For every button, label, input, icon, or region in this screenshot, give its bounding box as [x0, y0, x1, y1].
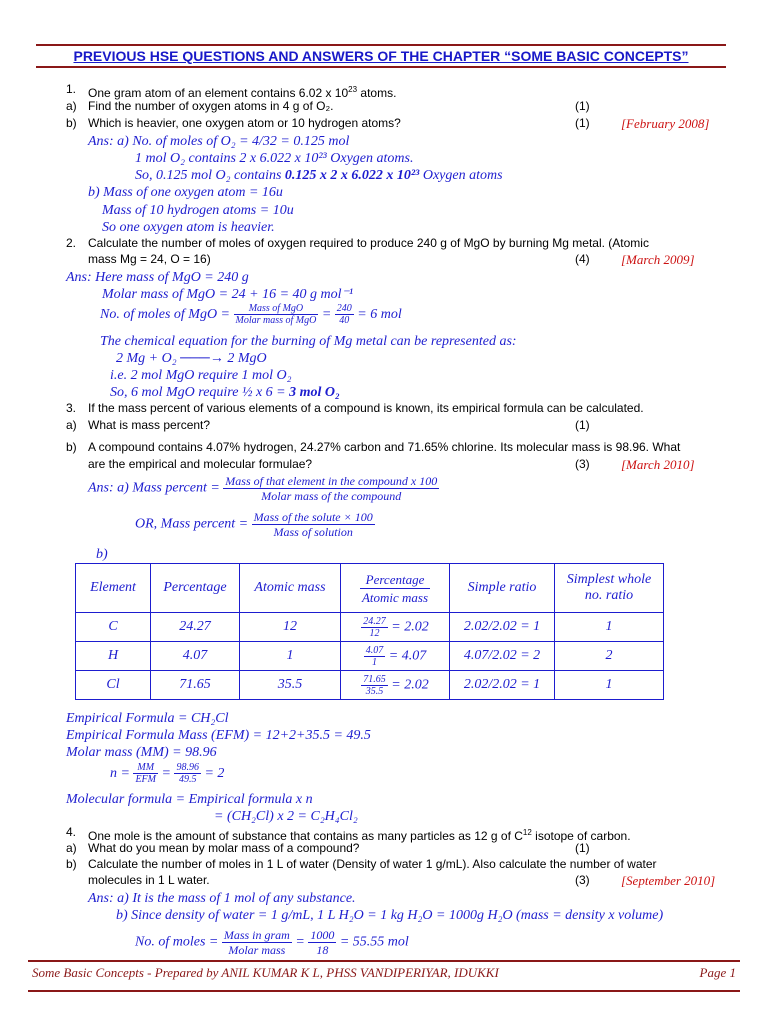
table-header-cell: $\frac{\text{Percentage}}{\text{Atomic mass}}$ [341, 564, 450, 613]
q2-exam-date: [March 2009] [621, 252, 695, 267]
q3-number: 3. [66, 401, 77, 415]
q1-exam-date: [February 2008] [621, 116, 710, 131]
q4-b-text: molecules in 1 L water. [88, 873, 210, 887]
table-cell: 4.07 [151, 642, 240, 671]
table-row [76, 642, 664, 671]
q1-answer-line: So one oxygen atom is heavier. [102, 220, 275, 235]
table-cell: Cl [76, 671, 151, 700]
table-cell: 1 [555, 613, 664, 642]
q4-a-text: What do you mean by molar mass of a compound? [88, 841, 360, 855]
q2-answer-line: Ans: Here mass of MgO = 240 g [66, 270, 249, 285]
table-cell: 24.27 [151, 613, 240, 642]
q1-number: 1. [66, 82, 77, 96]
table-cell: $\frac{4.07}{1}$ = 4.07 [341, 642, 450, 671]
q1-answer-line: b) Mass of one oxygen atom = 16u [88, 185, 283, 200]
q2-answer-line: The chemical equation for the burning of Mg metal can be represented as: [100, 334, 517, 349]
table-header-cell: Percentage [151, 564, 240, 613]
q3-molar-mass: Molar mass (MM) = 98.96 [66, 745, 217, 760]
q2-answer-line: Molar mass of MgO = 24 + 16 = 40 g mol⁻¹ [102, 287, 354, 302]
table-cell: C [76, 613, 151, 642]
page-number: Page 1 [699, 965, 736, 980]
q4-stem: One mole is the amount of substance that contains as many particles as 12 g of $C^{12}$ isotope of carbon. [88, 828, 631, 843]
q3-exam-date: [March 2010] [621, 457, 695, 472]
q2-answer-line: i.e. 2 mol MgO require 1 mol O₂ [110, 368, 292, 383]
table-row [76, 671, 664, 700]
q3-b-text: are the empirical and molecular formulae? [88, 457, 313, 471]
table-cell: 35.5 [240, 671, 341, 700]
table-header-row [76, 564, 664, 613]
q1-a-marks: (1) [575, 99, 590, 113]
table-cell: 71.65 [151, 671, 240, 700]
table-cell: 4.07/2.02 = 2 [450, 642, 555, 671]
q3-mass-percent-formula: Ans: a) Mass percent = $\frac{\text{Mass of that element in the compound x 100}}{\text{Molar mass of the compound}}$ [88, 474, 438, 503]
table-cell: $\frac{71.65}{35.5}$ = 2.02 [341, 671, 450, 700]
q3-molecular-formula: Molecular formula = Empirical formula x n [66, 792, 313, 807]
q4-b-marks: (3) [575, 873, 590, 887]
footer-divider [28, 990, 740, 992]
q4-b-text: Calculate the number of moles in 1 L of water (Density of water 1 g/mL). Also calculate the number of water [88, 857, 657, 871]
q1-a-text: Find the number of oxygen atoms in 4 g of O₂. [88, 99, 334, 113]
q2-number: 2. [66, 236, 77, 250]
q3-b-label: b) [66, 440, 77, 454]
table-header-cell: Simplest whole no. ratio [555, 564, 664, 613]
q3-mass-percent-alt-formula: OR, Mass percent = $\frac{\text{Mass of the solute × 100}}{\text{Mass of solution}}$ [135, 510, 373, 539]
q3-n-equation: n = $\frac{MM}{\text{EFM}}$ = $\frac{98.96}{49.5}$ = 2 [110, 762, 225, 786]
q1-answer-line: So, 0.125 mol O₂ contains 0.125 x 2 x 6.022 x 10²³ Oxygen atoms [135, 168, 503, 183]
q4-answer-line: b) Since density of water = 1 g/mL, 1 L H₂O = 1 kg H₂O = 1000g H₂O (mass = density x volume) [116, 908, 664, 923]
q3-b-answer-label: b) [96, 547, 108, 562]
table-header-cell: Element [76, 564, 151, 613]
q3-empirical-formula-mass: Empirical Formula Mass (EFM) = 12+2+35.5 = 49.5 [66, 728, 371, 743]
q3-molecular-formula-result: = (CH₂Cl) x 2 = C₂H₄Cl₂ [214, 809, 358, 824]
q4-answer-line: Ans: a) It is the mass of 1 mol of any substance. [88, 891, 356, 906]
page-footer [32, 965, 736, 981]
q3-stem: If the mass percent of various elements of a compound is known, its empirical formula can be calculated. [88, 401, 644, 415]
table-cell: 1 [240, 642, 341, 671]
table-row [76, 613, 664, 642]
q2-marks: (4) [575, 252, 590, 266]
q3-empirical-formula: Empirical Formula = CH₂Cl [66, 711, 229, 726]
footer-divider [28, 960, 740, 962]
q3-a-label: a) [66, 418, 77, 432]
q1-answer-line: Ans: a) No. of moles of O₂ = 4/32 = 0.125 mol [88, 134, 350, 149]
q2-moles-equation: No. of moles of MgO = $\frac{\text{Mass of MgO}}{\text{Molar mass of MgO}}$ = $\frac{240}{40}$ = 6 mol [100, 303, 402, 327]
table-header-cell: Simple ratio [450, 564, 555, 613]
q4-number: 4. [66, 825, 77, 839]
q2-chemical-equation: 2 Mg + O₂ ───→ 2 MgO [116, 351, 267, 366]
q1-stem: One gram atom of an element contains 6.02 x $10^{23}$ atoms. [88, 85, 397, 100]
q4-moles-equation: No. of moles = $\frac{\text{Mass in gram}}{\text{Molar mass}}$ = $\frac{1000}{18}$ = 55.55 mol [135, 928, 409, 957]
q1-answer-line: Mass of 10 hydrogen atoms = 10u [102, 203, 294, 218]
q2-stem-line: mass Mg = 24, O = 16) [88, 252, 211, 266]
q3-a-marks: (1) [575, 418, 590, 432]
empirical-formula-table [75, 563, 664, 700]
q1-b-marks: (1) [575, 116, 590, 130]
table-cell: 2 [555, 642, 664, 671]
table-cell: H [76, 642, 151, 671]
q3-a-text: What is mass percent? [88, 418, 211, 432]
page-title: PREVIOUS HSE QUESTIONS AND ANSWERS OF THE CHAPTER “SOME BASIC CONCEPTS” [36, 44, 726, 68]
q3-b-text: A compound contains 4.07% hydrogen, 24.27% carbon and 71.65% chlorine. Its molecular mass is 98.96. What [88, 440, 681, 454]
q4-exam-date: [September 2010] [621, 873, 716, 888]
q1-b-text: Which is heavier, one oxygen atom or 10 hydrogen atoms? [88, 116, 401, 130]
q1-a-label: a) [66, 99, 77, 113]
table-cell: 2.02/2.02 = 1 [450, 613, 555, 642]
q2-stem-line: Calculate the number of moles of oxygen required to produce 240 g of MgO by burning Mg metal. (Atomic [88, 236, 649, 250]
table-cell: 2.02/2.02 = 1 [450, 671, 555, 700]
q1-b-label: b) [66, 116, 77, 130]
q4-a-label: a) [66, 841, 77, 855]
table-cell: 12 [240, 613, 341, 642]
table-header-cell: Atomic mass [240, 564, 341, 613]
q3-b-marks: (3) [575, 457, 590, 471]
q1-answer-line: 1 mol O₂ contains 2 x 6.022 x 10²³ Oxygen atoms. [135, 151, 414, 166]
table-cell: 1 [555, 671, 664, 700]
q2-answer-line: So, 6 mol MgO require ½ x 6 = 3 mol O₂ [110, 385, 340, 400]
q4-b-label: b) [66, 857, 77, 871]
footer-credit: Some Basic Concepts - Prepared by ANIL KUMAR K L, PHSS VANDIPERIYAR, IDUKKI [32, 965, 499, 980]
table-cell: $\frac{24.27}{12}$ = 2.02 [341, 613, 450, 642]
q4-a-marks: (1) [575, 841, 590, 855]
